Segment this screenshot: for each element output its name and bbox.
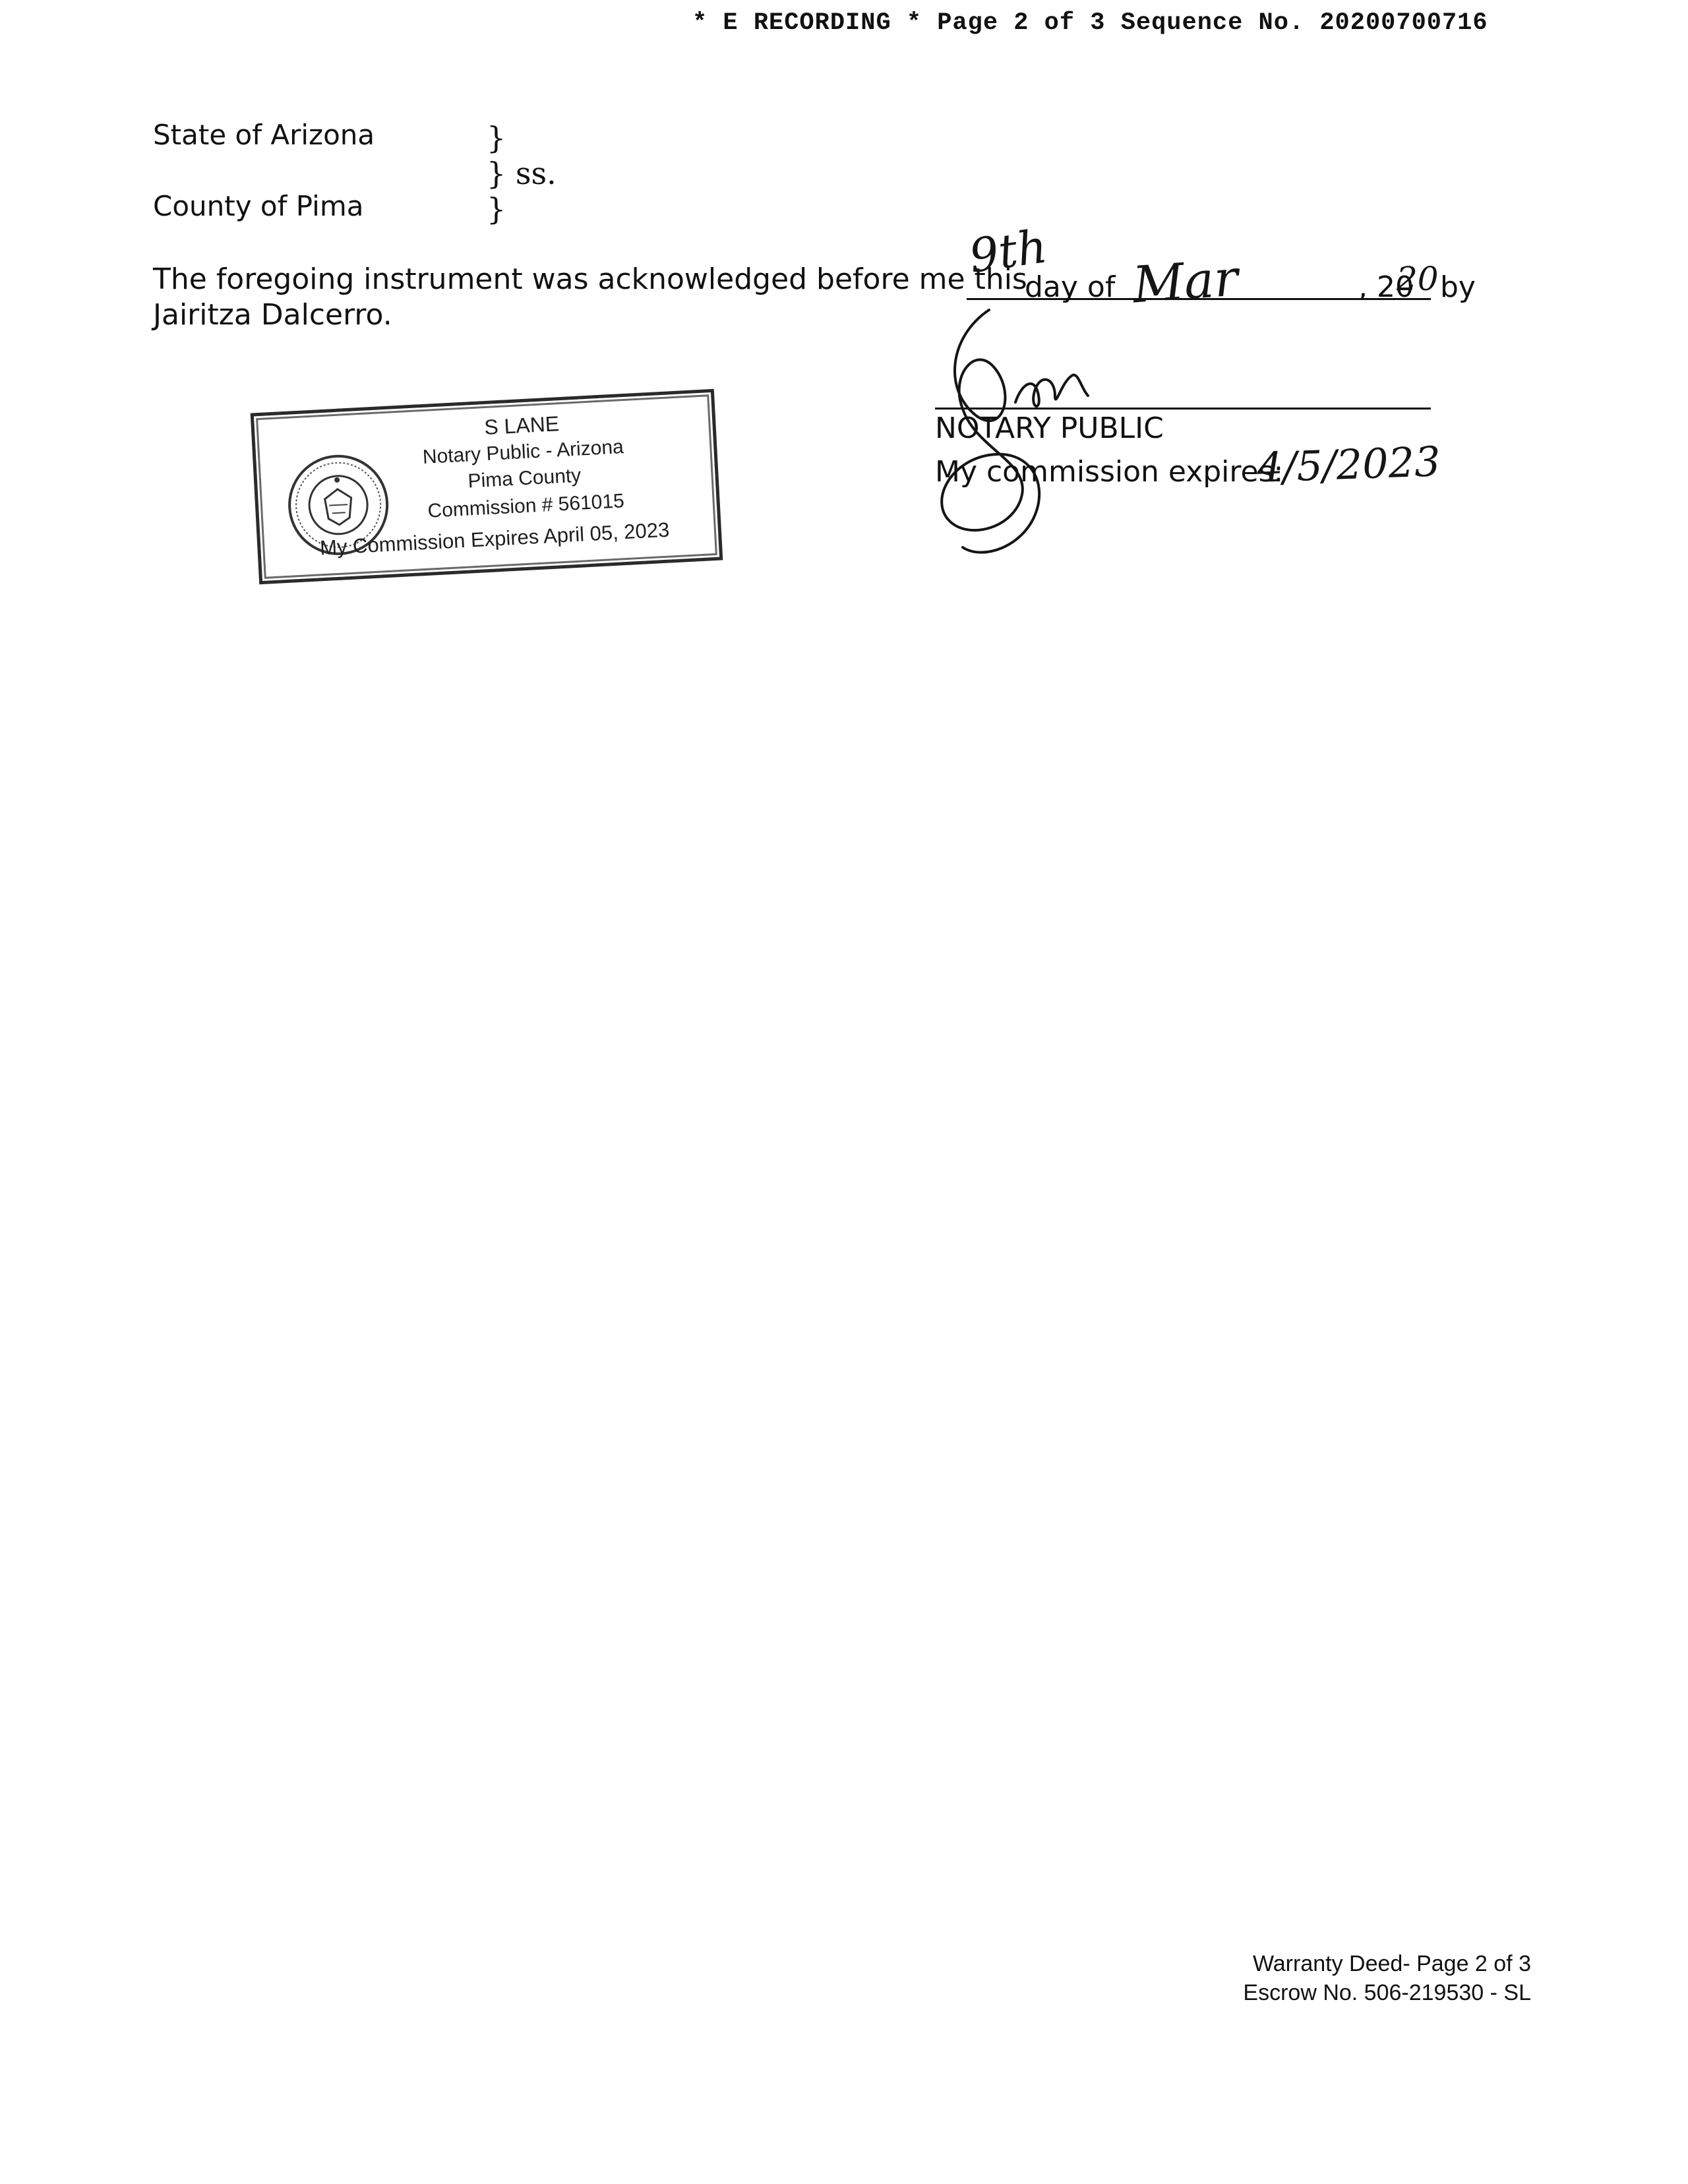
- signer-name: Jairitza Dalcerro.: [153, 298, 392, 332]
- footer-escrow-number: Escrow No. 506-219530 - SL: [1243, 1980, 1531, 2005]
- footer-block: [1243, 1949, 1531, 2007]
- venue-brace-top: }: [487, 120, 506, 156]
- commission-expires-label: My commission expires:: [935, 455, 1284, 489]
- day-of-label: day of: [1025, 270, 1116, 304]
- recording-header: * E RECORDING * Page 2 of 3 Sequence No. 20200700716: [692, 9, 1488, 37]
- handwritten-month: Mar: [1131, 248, 1240, 315]
- handwritten-year: 20: [1397, 260, 1439, 298]
- year-prefix: , 20: [1358, 270, 1414, 304]
- venue-county: County of Pima: [153, 190, 364, 222]
- venue-brace-bottom: }: [487, 191, 506, 227]
- stamp-expires: My Commission Expires April 05, 2023: [319, 518, 671, 560]
- stamp-title: Notary Public - Arizona: [422, 436, 624, 468]
- acknowledgment-text: The foregoing instrument was acknowledged before me this: [153, 262, 1027, 296]
- handwritten-expiration: 4/5/2023: [1255, 437, 1441, 492]
- stamp-name: S LANE: [483, 411, 560, 440]
- by-label: by: [1440, 270, 1476, 304]
- notary-public-label: NOTARY PUBLIC: [935, 411, 1164, 445]
- handwritten-day: 9th: [965, 219, 1050, 284]
- venue-brace-middle: } ss.: [487, 156, 557, 191]
- notary-stamp: [251, 389, 723, 584]
- venue-state: State of Arizona: [153, 119, 375, 151]
- stamp-county: Pima County: [467, 464, 582, 493]
- stamp-commission: Commission # 561015: [427, 490, 625, 522]
- footer-document-page: Warranty Deed- Page 2 of 3: [1252, 1951, 1531, 1976]
